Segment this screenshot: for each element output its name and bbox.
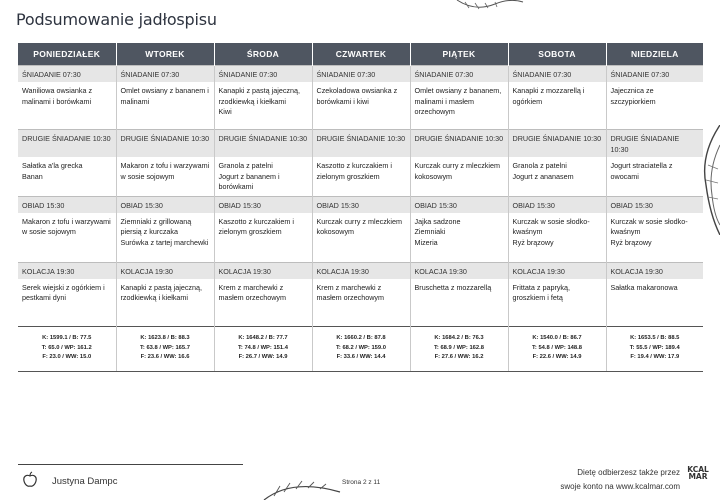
meal-label: KOLACJA 19:30 — [312, 262, 410, 279]
meal-dishes-row — [18, 279, 703, 327]
meal-label-row — [18, 196, 703, 213]
meal-label: ŚNIADANIE 07:30 — [214, 66, 312, 83]
meal-label: ŚNIADANIE 07:30 — [606, 66, 703, 83]
logo-line-2: MAR — [688, 472, 708, 481]
meal-label: KOLACJA 19:30 — [214, 262, 312, 279]
author-name: Justyna Dampc — [52, 476, 118, 487]
dish-cell: Waniliowa owsianka z malinami i borówkami — [22, 86, 93, 106]
dish-cell: Kaszotto z kurczakiem i zielonym groszkiem — [214, 213, 312, 263]
dish-cell: Ziemniaki z grillowaną piersią z kurczaka Surówka z tartej marchewki — [116, 213, 214, 263]
nutrition-summary: K: 1684.2 / B: 76.3 T: 68.9 / WP: 162.8 F: 27.6 / WW: 16.2 — [410, 326, 508, 371]
promo-line-2[interactable]: swoje konto na www.kcalmar.com — [560, 482, 680, 491]
meal-label: ŚNIADANIE 07:30 — [18, 66, 116, 83]
promo-line-1: Dietę odbierzesz także przez — [577, 468, 680, 477]
herb-sketch-icon — [262, 478, 342, 500]
leaf-sketch-icon — [455, 0, 525, 12]
meal-label: KOLACJA 19:30 — [508, 262, 606, 279]
dish-cell: Jogurt straciatella z owocami — [606, 157, 703, 196]
meal-label: ŚNIADANIE 07:30 — [410, 66, 508, 83]
dish-cell: Serek wiejski z ogórkiem i pestkami dyni — [22, 282, 105, 302]
dish-cell: Makaron z tofu i warzywami w sosie sojowym — [116, 157, 214, 196]
dish-cell: Kurczak w sosie słodko-kwaśnym Ryż brązowy — [606, 213, 703, 263]
meal-label: KOLACJA 19:30 — [606, 262, 703, 279]
dish-cell: Kurczak w sosie słodko-kwaśnym Ryż brązowy — [508, 213, 606, 263]
day-header: PIĄTEK — [410, 43, 508, 66]
meal-label: ŚNIADANIE 07:30 — [116, 66, 214, 83]
meal-dishes-row — [18, 157, 703, 196]
page-title: Podsumowanie jadłospisu — [16, 10, 217, 29]
dish-cell: Jajecznica ze szczypiorkiem — [606, 82, 703, 130]
dish-cell: Granola z patelni Jogurt z ananasem — [508, 157, 606, 196]
day-header-row — [18, 43, 703, 66]
meal-label: OBIAD 15:30 — [312, 196, 410, 213]
meal-label-row — [18, 66, 703, 83]
nutrition-summary: K: 1623.8 / B: 88.3 T: 63.8 / WP: 165.7 F: 23.6 / WW: 16.6 — [116, 326, 214, 371]
eggplant-sketch-icon — [700, 125, 720, 235]
meal-label: KOLACJA 19:30 — [410, 262, 508, 279]
dish-cell: Kanapki z mozzarellą i ogórkiem — [508, 82, 606, 130]
dish-cell: Granola z patelni Jogurt z bananem i borówkami — [214, 157, 312, 196]
meal-label: OBIAD 15:30 — [410, 196, 508, 213]
day-header: WTOREK — [116, 43, 214, 66]
nutrition-summary: K: 1660.2 / B: 87.8 T: 68.2 / WP: 159.0 F: 33.6 / WW: 14.4 — [312, 326, 410, 371]
day-header: SOBOTA — [508, 43, 606, 66]
dish-cell: Kurczak curry z mleczkiem kokosowym — [312, 213, 410, 263]
day-header: NIEDZIELA — [606, 43, 703, 66]
meal-label: DRUGIE ŚNIADANIE 10:30 — [312, 130, 410, 158]
menu-table — [18, 43, 703, 372]
footer-divider — [18, 464, 243, 465]
meal-label: DRUGIE ŚNIADANIE 10:30 — [508, 130, 606, 158]
apple-icon — [22, 471, 38, 488]
meal-label: OBIAD 15:30 — [606, 196, 703, 213]
nutrition-summary: K: 1653.5 / B: 88.5 T: 55.5 / WP: 189.4 F: 19.4 / WW: 17.9 — [606, 326, 703, 371]
day-header: CZWARTEK — [312, 43, 410, 66]
page-number: Strona 2 z 11 — [342, 479, 381, 486]
dish-cell: Sałatka a'la grecka Banan — [22, 161, 83, 181]
kcalmar-logo — [687, 466, 709, 480]
meal-label: OBIAD 15:30 — [18, 196, 116, 213]
meal-label: OBIAD 15:30 — [214, 196, 312, 213]
meal-label: DRUGIE ŚNIADANIE 10:30 — [410, 130, 508, 158]
dish-cell: Kanapki z pastą jajeczną, rzodkiewką i kiełkami Kiwi — [214, 82, 312, 130]
nutrition-summary-row — [18, 326, 703, 371]
meal-dishes-row — [18, 213, 703, 263]
dish-cell: Krem z marchewki z masłem orzechowym — [214, 279, 312, 327]
meal-label: ŚNIADANIE 07:30 — [312, 66, 410, 83]
nutrition-summary: K: 1648.2 / B: 77.7 T: 74.8 / WP: 151.4 F: 26.7 / WW: 14.9 — [214, 326, 312, 371]
logo-line-1: KCAL — [687, 465, 709, 474]
dish-cell: Makaron z tofu i warzywami w sosie sojowym — [22, 216, 111, 236]
day-header: ŚRODA — [214, 43, 312, 66]
meal-label: KOLACJA 19:30 — [18, 262, 116, 279]
promo-text — [560, 466, 680, 494]
dish-cell: Frittata z papryką, groszkiem i fetą — [508, 279, 606, 327]
dish-cell: Czekoladowa owsianka z borówkami i kiwi — [312, 82, 410, 130]
dish-cell: Sałatka makaronowa — [606, 279, 703, 327]
meal-label: ŚNIADANIE 07:30 — [508, 66, 606, 83]
nutrition-summary: K: 1540.0 / B: 86.7 T: 54.8 / WP: 148.8 F: 22.6 / WW: 14.9 — [508, 326, 606, 371]
meal-label: DRUGIE ŚNIADANIE 10:30 — [214, 130, 312, 158]
meal-label: OBIAD 15:30 — [116, 196, 214, 213]
meal-label-row — [18, 262, 703, 279]
dish-cell: Kurczak curry z mleczkiem kokosowym — [410, 157, 508, 196]
dish-cell: Omlet owsiany z bananem, malinami i masłem orzechowym — [410, 82, 508, 130]
meal-label: DRUGIE ŚNIADANIE 10:30 — [606, 130, 703, 158]
dish-cell: Krem z marchewki z masłem orzechowym — [312, 279, 410, 327]
dish-cell: Kaszotto z kurczakiem i zielonym groszkiem — [312, 157, 410, 196]
dish-cell: Bruschetta z mozzarellą — [410, 279, 508, 327]
dish-cell: Jajka sadzone Ziemniaki Mizeria — [410, 213, 508, 263]
dish-cell: Kanapki z pastą jajeczną, rzodkiewką i kiełkami — [116, 279, 214, 327]
meal-label: DRUGIE ŚNIADANIE 10:30 — [18, 130, 116, 158]
meal-label-row — [18, 130, 703, 158]
day-header: PONIEDZIAŁEK — [18, 43, 116, 66]
dish-cell: Omlet owsiany z bananem i malinami — [116, 82, 214, 130]
nutrition-summary: K: 1599.1 / B: 77.5 T: 65.0 / WP: 161.2 F: 23.0 / WW: 15.0 — [18, 326, 116, 371]
meal-label: DRUGIE ŚNIADANIE 10:30 — [116, 130, 214, 158]
meal-label: KOLACJA 19:30 — [116, 262, 214, 279]
meal-dishes-row — [18, 82, 703, 130]
meal-label: OBIAD 15:30 — [508, 196, 606, 213]
